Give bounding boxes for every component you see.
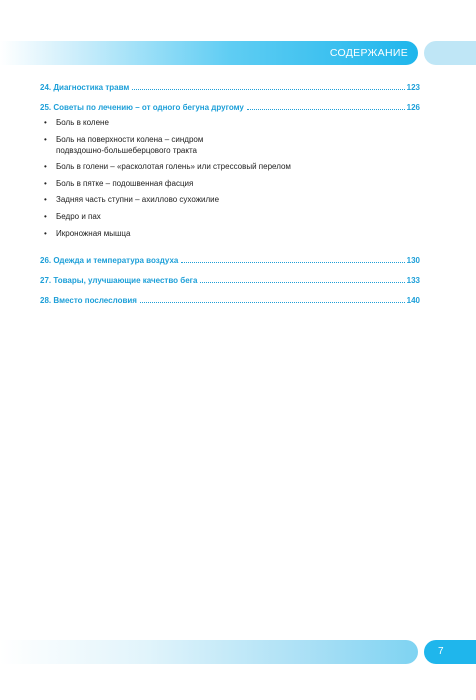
toc-subitem <box>40 228 420 239</box>
toc-subitem-text: Боль в колене <box>56 118 109 127</box>
toc-subitem <box>40 211 420 222</box>
bullet-icon: • <box>44 134 47 144</box>
toc-subitem <box>40 194 420 205</box>
toc-leader-dots <box>200 282 404 283</box>
toc-entry-28[interactable] <box>40 295 420 306</box>
toc-subitem-text: Икроножная мышца <box>56 228 131 238</box>
toc-entry-page: 126 <box>406 103 420 112</box>
toc-subitem <box>40 161 420 172</box>
toc-leader-dots <box>132 89 404 90</box>
toc-subitem-text: Бедро и пах <box>56 211 101 221</box>
toc-leader-dots <box>140 302 405 303</box>
toc-subitem-text: Боль в голени – «расколотая голень» или стрессовый перелом <box>56 162 291 172</box>
toc-entry-27[interactable] <box>40 275 420 286</box>
bullet-icon: • <box>44 195 47 205</box>
toc-subitem <box>40 117 420 128</box>
toc-subitem <box>40 178 420 189</box>
toc-entry-page: 123 <box>406 83 420 92</box>
toc-subitem-text: Боль в пятке – подошвенная фасция <box>56 178 194 188</box>
toc-subitems <box>40 117 420 239</box>
toc-subitem <box>40 134 420 156</box>
toc-entry-title: 27. Товары, улучшающие качество бега <box>40 276 198 286</box>
toc-entry-page: 130 <box>406 256 420 266</box>
header-band <box>0 41 418 65</box>
bullet-icon: • <box>44 118 47 127</box>
toc-entry-25[interactable] <box>40 102 420 113</box>
page-number: 7 <box>438 646 444 657</box>
toc-entry-page: 140 <box>406 296 420 306</box>
toc-leader-dots <box>181 262 404 263</box>
table-of-contents <box>40 82 420 306</box>
toc-entry-title: 26. Одежда и температура воздуха <box>40 256 179 266</box>
bullet-icon: • <box>44 211 47 221</box>
header-tab <box>424 41 476 65</box>
footer-tab <box>424 640 476 664</box>
bullet-icon: • <box>44 178 47 188</box>
section-title: СОДЕРЖАНИЕ <box>329 47 408 59</box>
toc-subitem-text-continued: подвздошно-большеберцового тракта <box>56 145 197 155</box>
toc-entry-title: 28. Вместо послесловия <box>40 296 137 306</box>
bullet-icon: • <box>44 162 47 172</box>
toc-entry-page: 133 <box>406 276 420 286</box>
toc-entry-title: 25. Советы по лечению – от одного бегуна другому <box>40 103 244 112</box>
footer-band <box>0 640 418 664</box>
bullet-icon: • <box>44 228 47 238</box>
toc-entry-26[interactable] <box>40 255 420 266</box>
toc-subitem-text: Боль на поверхности колена – синдром <box>56 134 204 144</box>
toc-entry-24[interactable] <box>40 82 420 93</box>
toc-entry-title: 24. Диагностика травм <box>40 83 130 92</box>
toc-subitem-text: Задняя часть ступни – ахиллово сухожилие <box>56 195 220 205</box>
toc-leader-dots <box>247 109 405 110</box>
